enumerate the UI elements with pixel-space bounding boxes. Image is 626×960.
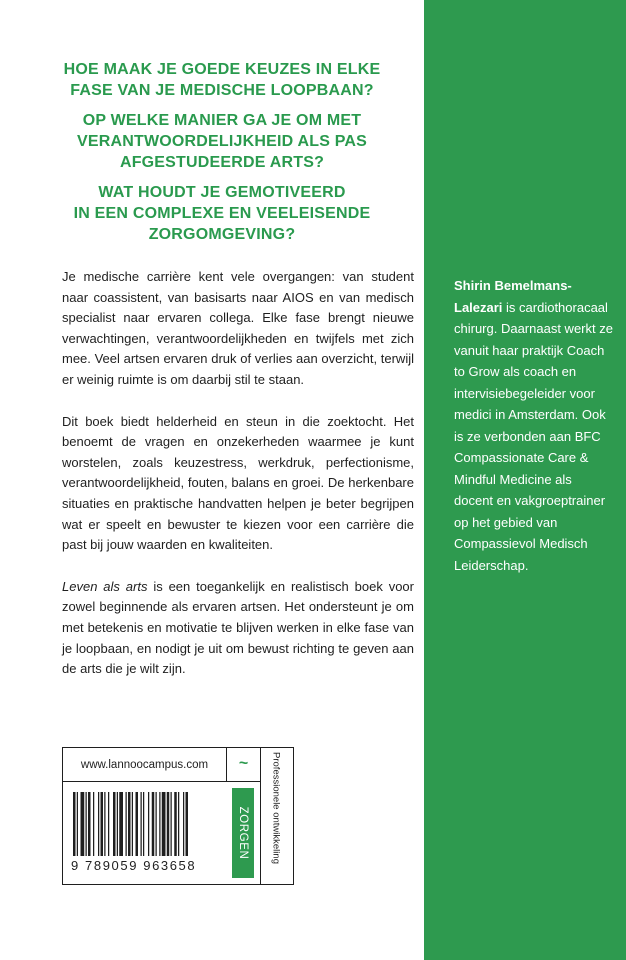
barcode-bar [159,792,160,856]
publisher-url[interactable]: www.lannoocampus.com [63,748,227,782]
barcode-box [62,747,294,885]
question-3: WAT HOUDT JE GEMOTIVEERD IN EEN COMPLEXE EN VEELEISENDE ZORGOMGEVING? [73,184,371,243]
isbn-number: 9 789059 963658 [71,858,197,873]
barcode-bar [143,792,144,856]
barcode-bar [178,792,179,856]
barcode-bar [152,792,155,856]
barcode-bar [136,792,139,856]
barcode-bar [174,792,177,856]
blurb-paragraph-1: Je medische carrière kent vele overgangen: van student naar coassistent, van basisarts naar AIOS en van medisch specialist naar ervaren collega. Elke fase brengt nieuwe verwachtingen, verantwoordelijkheden en twijfels met zich mee. Veel artsen ervaren druk of verlies aan overzicht, terwijl er weinig ruimte is om daarbij stil te staan. [62,269,414,387]
category-label: ZORGEN [237,806,249,860]
blurb-paragraph-3-text: is een toegankelijk en realistisch boek voor zowel beginnende als ervaren artsen. Het ondersteunt je om met betekenis en motivatie te blijven werken in elke fase van je loopbaan, en nodigt je uit om bewust richting te geven aan de arts die je wilt zijn. [62,578,414,677]
barcode-bar [73,792,76,856]
barcode-bar [126,792,127,856]
barcode-bar [104,792,105,856]
barcode-bar [93,792,94,856]
barcode-bar [186,792,189,856]
category-badge [232,788,254,878]
barcode-bar [86,792,87,856]
author-sidebar [424,0,626,960]
barcode-bar [156,792,157,856]
author-bio-text: is cardiothoracaal chirurg. Daarnaast werkt ze vanuit haar praktijk Coach to Grow als coach en intervisiebegeleider voor medici in Amsterdam. Ook is ze verbonden aan BFC Compassionate Care & Mindful Medicine als docent en vakgroeptrainer op het gebied van Compassievol Medisch Leiderschap. [454,299,613,573]
subcategory-panel [261,748,292,884]
blurb [62,267,414,701]
barcode-bar [117,792,118,856]
barcode-bar [128,792,131,856]
author-bio [454,275,614,576]
blurb-paragraph-3 [62,577,414,680]
subcategory-label: Professionele ontwikkeling [270,752,282,864]
category-panel [227,782,261,884]
questions-block [30,59,414,254]
book-title: Leven als arts [62,578,148,594]
barcode-bar [183,792,184,856]
lannoo-wave-logo-icon: ~ [227,748,261,782]
barcode-bar [119,792,123,856]
question-2: OP WELKE MANIER GA JE OM MET VERANTWOORDELIJKHEID ALS PAS AFGESTUDEERDE ARTS? [76,112,368,171]
barcode-icon [73,792,219,856]
barcode-bar [98,792,99,856]
barcode-bar [108,792,109,856]
barcode-bar [167,792,170,856]
barcode-bar [77,792,78,856]
barcode-bar [81,792,85,856]
barcode-bar [132,792,133,856]
barcode-bar [113,792,116,856]
barcode-bar [101,792,104,856]
barcode-bar [141,792,142,856]
blurb-paragraph-2: Dit boek biedt helderheid en steun in die zoektocht. Het benoemt de vragen en onzekerheden waarmee je kunt worstelen, zoals keuzestress, werkdruk, perfectionisme, verantwoordelijkheid, fouten, balans en groei. De herkenbare situaties en praktische handvatten helpen je beter begrijpen wat er speelt en bewuster te kiezen voor een carrière die past bij jouw waarden en kwaliteiten. [62,413,414,553]
question-1: HOE MAAK JE GOEDE KEUZES IN ELKE FASE VAN JE MEDISCHE LOOPBAAN? [63,61,381,99]
barcode-bar [171,792,172,856]
barcode-bar [162,792,166,856]
barcode-bar [88,792,91,856]
author-name: Shirin Bemelmans-Lalezari [454,278,572,315]
barcode-bar [148,792,149,856]
